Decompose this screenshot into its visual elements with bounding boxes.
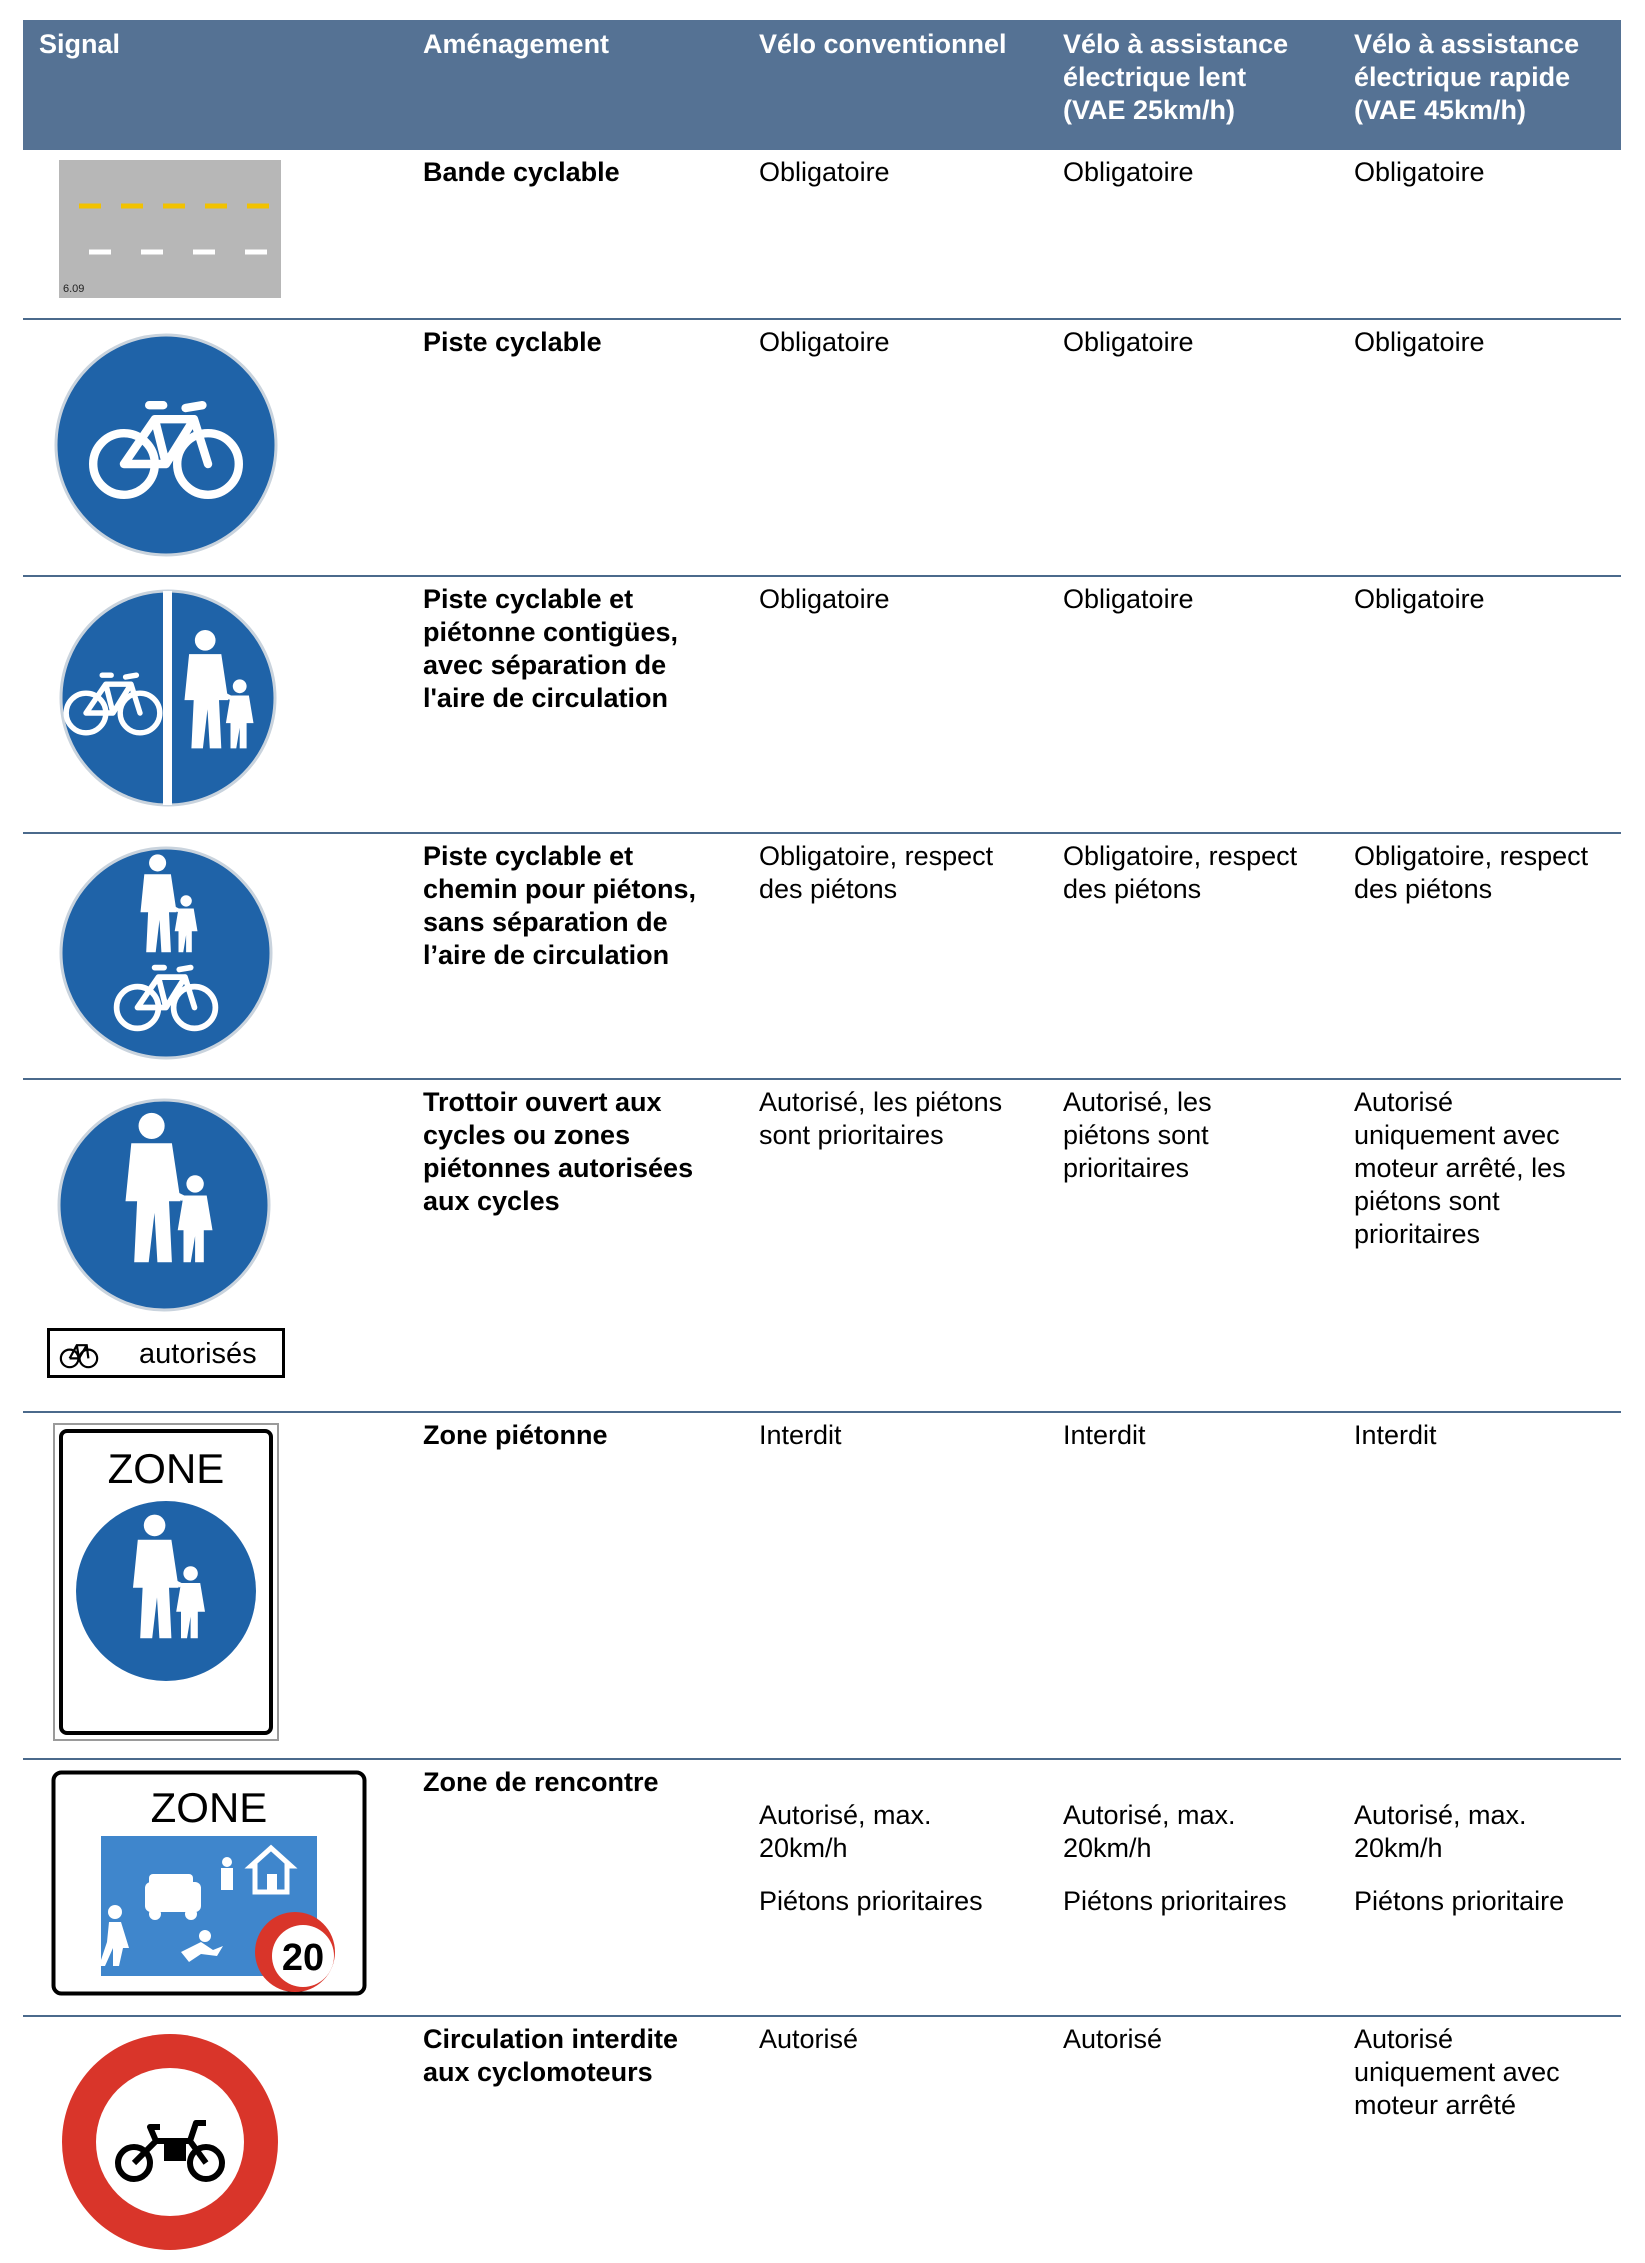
row-vae25: Obligatoire bbox=[1063, 584, 1194, 614]
row-vae25: Obligatoire bbox=[1063, 327, 1194, 357]
header-signal: Signal bbox=[39, 29, 121, 59]
table-header bbox=[23, 20, 1621, 150]
bike-pedestrian-separated-sign-icon bbox=[59, 589, 277, 807]
encounter-zone-sign-icon bbox=[51, 1770, 367, 1996]
header-velo: Vélo conventionnel bbox=[759, 29, 1007, 59]
row-amenagement: Circulation interdite aux cyclomoteurs bbox=[423, 2024, 679, 2087]
header-amenagement: Aménagement bbox=[423, 29, 610, 59]
row-velo: Interdit bbox=[759, 1420, 842, 1450]
row-amenagement: Zone de rencontre bbox=[423, 1767, 659, 1797]
row-amenagement: Bande cyclable bbox=[423, 157, 620, 187]
row-vae25: Interdit bbox=[1063, 1420, 1146, 1450]
row-vae45: Obligatoire bbox=[1354, 157, 1485, 187]
header-vae25: Vélo à assistance électrique lent (VAE 25km/h) bbox=[1063, 29, 1289, 125]
row-vae25: Obligatoire bbox=[1063, 157, 1194, 187]
row-amenagement: Piste cyclable bbox=[423, 327, 602, 357]
row-vae25: Autorisé bbox=[1063, 2024, 1163, 2054]
row-vae45: Autorisé uniquement avec moteur arrêté bbox=[1354, 2024, 1560, 2120]
row-vae45: Obligatoire bbox=[1354, 584, 1485, 614]
row-velo: Autorisé, max. 20km/h bbox=[759, 1800, 932, 1863]
row-amenagement: Piste cyclable et piétonne contigües, avec séparation de l'aire de circulation bbox=[423, 584, 679, 713]
table-row bbox=[23, 2017, 1621, 2263]
header-vae45: Vélo à assistance électrique rapide (VAE 45km/h) bbox=[1354, 29, 1580, 125]
row-amenagement: Piste cyclable et chemin pour piétons, sans séparation de l’aire de circulation bbox=[423, 841, 697, 970]
row-vae25: Autorisé, max. 20km/h bbox=[1063, 1800, 1236, 1863]
row-vae45-cell bbox=[1354, 1766, 1564, 1951]
row-velo-cell bbox=[759, 1766, 983, 1951]
pedestrian-zone-sign-icon bbox=[53, 1423, 279, 1741]
table-row bbox=[23, 1413, 1621, 1760]
table-row bbox=[23, 320, 1621, 577]
table-row bbox=[23, 1760, 1621, 2017]
row-vae45: Autorisé uniquement avec moteur arrêté, les piétons sont prioritaires bbox=[1354, 1087, 1566, 1249]
row-velo: Obligatoire, respect des piétons bbox=[759, 841, 994, 904]
row-vae25-note: Piétons prioritaires bbox=[1063, 1886, 1287, 1916]
row-amenagement: Zone piétonne bbox=[423, 1420, 608, 1450]
row-velo-note: Piétons prioritaires bbox=[759, 1886, 983, 1916]
sign-code: 6.09 bbox=[63, 283, 85, 295]
row-vae45: Obligatoire bbox=[1354, 327, 1485, 357]
row-vae45: Autorisé, max. 20km/h bbox=[1354, 1800, 1527, 1863]
table-row bbox=[23, 1080, 1621, 1413]
row-vae45: Interdit bbox=[1354, 1420, 1437, 1450]
pedestrian-path-sign-icon bbox=[57, 1098, 271, 1312]
table-row bbox=[23, 834, 1621, 1080]
row-vae25: Obligatoire, respect des piétons bbox=[1063, 841, 1298, 904]
no-mopeds-sign-icon bbox=[59, 2031, 281, 2253]
table-row bbox=[23, 150, 1621, 320]
bicycles-allowed-plate bbox=[47, 1328, 285, 1378]
row-vae45-note: Piétons prioritaire bbox=[1354, 1886, 1565, 1916]
table-row bbox=[23, 577, 1621, 834]
row-velo: Obligatoire bbox=[759, 584, 890, 614]
row-velo: Autorisé, les piétons sont prioritaires bbox=[759, 1087, 1003, 1150]
zone-text: ZONE bbox=[107, 1445, 225, 1492]
row-vae25-cell bbox=[1063, 1766, 1287, 1951]
row-velo: Obligatoire bbox=[759, 157, 890, 187]
plate-text: autorisés bbox=[139, 1338, 257, 1370]
speed-text: 20 bbox=[281, 1937, 325, 1979]
row-velo: Autorisé bbox=[759, 2024, 859, 2054]
row-amenagement: Trottoir ouvert aux cycles ou zones piétonnes autorisées aux cycles bbox=[423, 1087, 694, 1216]
row-vae45: Obligatoire, respect des piétons bbox=[1354, 841, 1589, 904]
bike-lane-marking-icon bbox=[59, 160, 281, 298]
row-vae25: Autorisé, les piétons sont prioritaires bbox=[1063, 1087, 1212, 1183]
bike-pedestrian-shared-sign-icon bbox=[59, 846, 273, 1060]
zone-text: ZONE bbox=[150, 1784, 268, 1831]
row-velo: Obligatoire bbox=[759, 327, 890, 357]
bicycle-path-sign-icon bbox=[53, 332, 279, 558]
